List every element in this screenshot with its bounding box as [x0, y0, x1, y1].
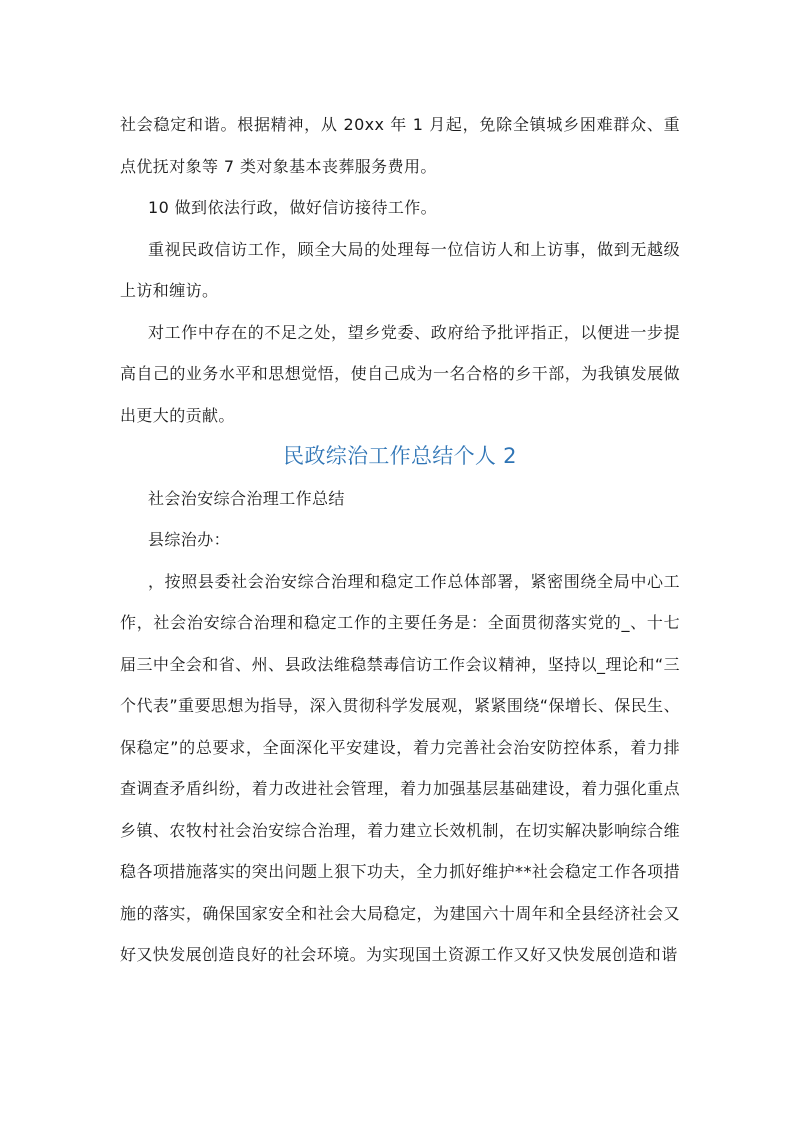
- paragraph-funeral-fee-exemption: 社会稳定和谐。根据精神，从 20xx 年 1 月起，免除全镇城乡困难群众、重点优抚对象等 7 类对象基本丧葬服务费用。: [120, 115, 680, 176]
- document-body: [120, 104, 680, 976]
- paragraph-petition-item-10: 10 做到依法行政，做好信访接待工作。: [148, 198, 438, 217]
- paragraph-closing-remarks: 对工作中存在的不足之处，望乡党委、政府给予批评指正，以便进一步提高自己的业务水平和思想觉悟，使自己成为一名合格的乡干部，为我镇发展做出更大的贡献。: [120, 322, 680, 425]
- paragraph-main-body: ，按照县委社会治安综合治理和稳定工作总体部署，紧密围绕全局中心工作，社会治安综合治理和稳定工作的主要任务是：全面贯彻落实党的_、十七届三中全会和省、州、县政法维稳禁毒信访工作会议精神，坚持以_理论和“三个代表”重要思想为指导，深入贯彻科学发展观，紧紧围绕“保增长、保民生、保稳定”的总要求，全面深化平安建设，着力完善社会治安防控体系，着力排查调查矛盾纠纷，着力改进社会管理，着力加强基层基础建设，着力强化重点乡镇、农牧村社会治安综合治理，着力建立长效机制，在切实解决影响综合维稳各项措施落实的突出问题上狠下功夫，全力抓好维护**社会稳定工作各项措施的落实，确保国家安全和社会大局稳定，为建国六十周年和全县经济社会又好又快发展创造良好的社会环境。为实现国土资源工作又好又快发展创造和谐: [120, 571, 680, 964]
- paragraph-petition-handling: 重视民政信访工作，顾全大局的处理每一位信访人和上访事，做到无越级上访和缠访。: [120, 239, 680, 300]
- section-title: 民政综治工作总结个人 2: [283, 444, 517, 468]
- paragraph-summary-subtitle: 社会治安综合治理工作总结: [148, 488, 345, 508]
- paragraph-addressee: 县综治办：: [148, 530, 231, 549]
